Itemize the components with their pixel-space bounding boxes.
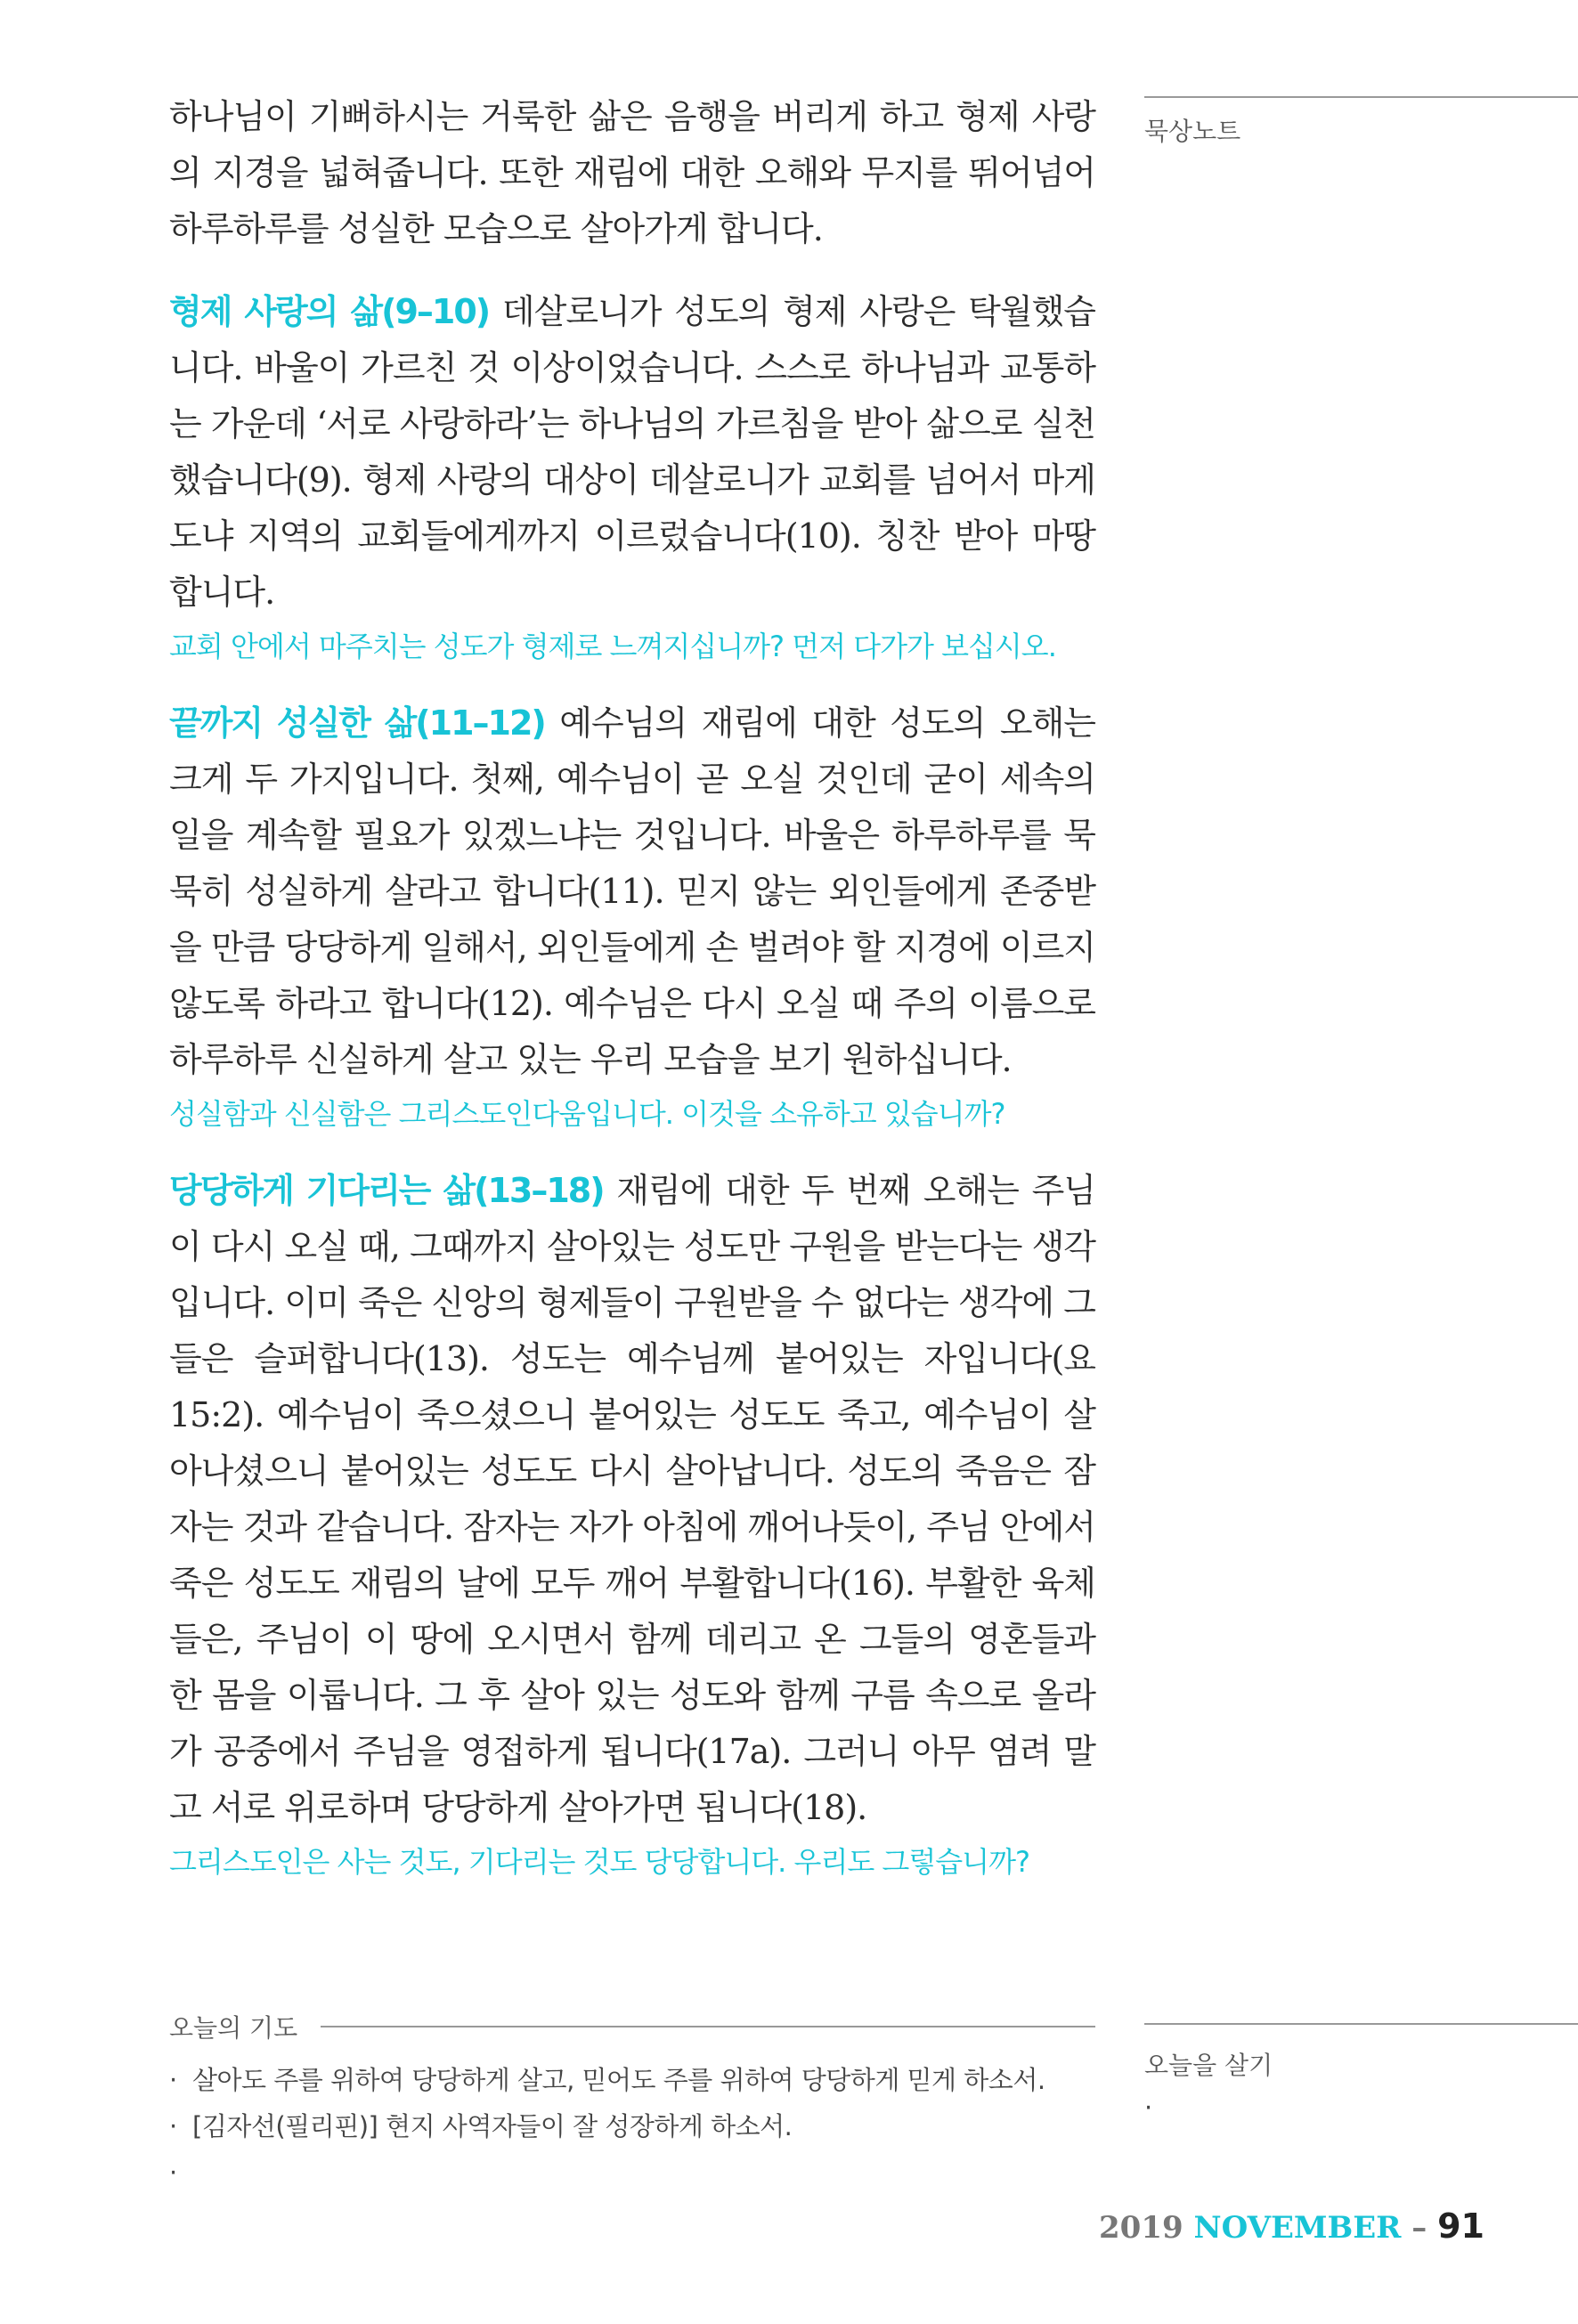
bullet-icon: ·	[169, 2111, 177, 2141]
section-paragraph	[169, 284, 1095, 621]
page-number: 91	[1437, 2206, 1484, 2246]
section-heading: 형제 사랑의 삶(9–10)	[169, 292, 490, 331]
prayer-list	[169, 2057, 1095, 2196]
footer-year: 2019	[1099, 2210, 1184, 2246]
section-heading: 끝까지 성실한 삶(11–12)	[169, 703, 545, 743]
footer-separator: –	[1411, 2210, 1428, 2246]
prayer-item	[169, 2149, 1095, 2196]
page-footer	[1099, 2206, 1484, 2246]
prayer-item	[169, 2103, 1095, 2149]
section-body: 예수님의 재림에 대한 성도의 오해는 크게 두 가지입니다. 첫째, 예수님이 곧 오실 것인데 굳이 세속의 일을 계속할 필요가 있겠느냐는 것입니다. 바울은 하루하루를 묵묵히 성실하게 살라고 합니다(11). 믿지 않는 외인들에게 존중받을 만큼 당당하게 일해서, 외인들에게 손 벌려야 할 지경에 이르지 않도록 하라고 합니다(12). 예수님은 다시 오실 때 주의 이름으로 하루하루 신실하게 살고 있는 우리 모습을 보기 원하십니다.	[169, 703, 1095, 1079]
section-paragraph	[169, 695, 1095, 1088]
prayer-divider	[321, 2026, 1095, 2027]
intro-paragraph: 하나님이 기뻐하시는 거룩한 삶은 음행을 버리게 하고 형제 사랑의 지경을 넓혀줍니다. 또한 재림에 대한 오해와 무지를 뛰어넘어 하루하루를 성실한 모습으로 살아가게 합니다.	[169, 97, 1095, 248]
section-confident-waiting	[169, 1163, 1095, 1884]
prayer-header	[169, 2009, 1095, 2044]
today-item	[1144, 2092, 1578, 2123]
todays-prayer	[169, 2009, 1095, 2196]
today-divider	[1144, 2023, 1578, 2025]
prayer-item-text: 살아도 주를 위하여 당당하게 살고, 믿어도 주를 위하여 당당하게 믿게 하소서.	[192, 2065, 1045, 2095]
section-body: 재림에 대한 두 번째 오해는 주님이 다시 오실 때, 그때까지 살아있는 성도만 구원을 받는다는 생각입니다. 이미 죽은 신앙의 형제들이 구원받을 수 없다는 생각에 그들은 슬퍼합니다(13). 성도는 예수님께 붙어있는 자입니다(요 15:2). 예수님이 죽으셨으니 붙어있는 성도도 죽고, 예수님이 살아나셨으니 붙어있는 성도도 다시 살아납니다. 성도의 죽음은 잠자는 것과 같습니다. 잠자는 자가 아침에 깨어나듯이, 주님 안에서 죽은 성도도 재림의 날에 모두 깨어 부활합니다(16). 부활한 육체들은, 주님이 이 땅에 오시면서 함께 데리고 온 그들의 영혼들과 한 몸을 이룹니다. 그 후 살아 있는 성도와 함께 구름 속으로 올라가 공중에서 주님을 영접하게 됩니다(17a). 그러니 아무 염려 말고 서로 위로하며 당당하게 살아가면 됩니다(18).	[169, 1171, 1095, 1827]
prayer-item	[169, 2057, 1095, 2103]
today-living	[1144, 2023, 1578, 2123]
prayer-item-text: [김자선(필리핀)] 현지 사역자들이 잘 성장하게 하소서.	[192, 2111, 793, 2141]
prayer-title: 오늘의 기도	[169, 2013, 298, 2043]
section-brotherly-love	[169, 284, 1095, 669]
section-paragraph	[169, 1163, 1095, 1836]
section-faithful-life	[169, 695, 1095, 1136]
sidebar-top	[1144, 96, 1578, 148]
main-content	[169, 89, 1095, 1911]
section-body: 데살로니가 성도의 형제 사랑은 탁월했습니다. 바울이 가르친 것 이상이었습니다. 스스로 하나님과 교통하는 가운데 ‘서로 사랑하라’는 하나님의 가르침을 받아 삶으로 실천했습니다(9). 형제 사랑의 대상이 데살로니가 교회를 넘어서 마게도냐 지역의 교회들에게까지 이르렀습니다(10). 칭찬 받아 마땅합니다.	[169, 292, 1096, 612]
footer-month: NOVEMBER	[1193, 2210, 1402, 2246]
bullet-icon: ·	[1144, 2092, 1153, 2123]
reflection-question: 교회 안에서 마주치는 성도가 형제로 느껴지십니까? 먼저 다가가 보십시오.	[169, 630, 1056, 663]
reflection-question: 성실함과 신실함은 그리스도인다움입니다. 이것을 소유하고 있습니까?	[169, 1097, 1005, 1131]
bullet-icon: ·	[169, 2065, 177, 2095]
section-heading: 당당하게 기다리는 삶(13–18)	[169, 1171, 604, 1210]
today-living-label: 오늘을 살기	[1144, 2051, 1273, 2080]
reflection-question: 그리스도인은 사는 것도, 기다리는 것도 당당합니다. 우리도 그렇습니까?	[169, 1845, 1029, 1879]
meditation-note-label: 묵상노트	[1144, 117, 1241, 146]
sidebar-divider	[1144, 96, 1578, 98]
bullet-icon: ·	[169, 2157, 177, 2188]
